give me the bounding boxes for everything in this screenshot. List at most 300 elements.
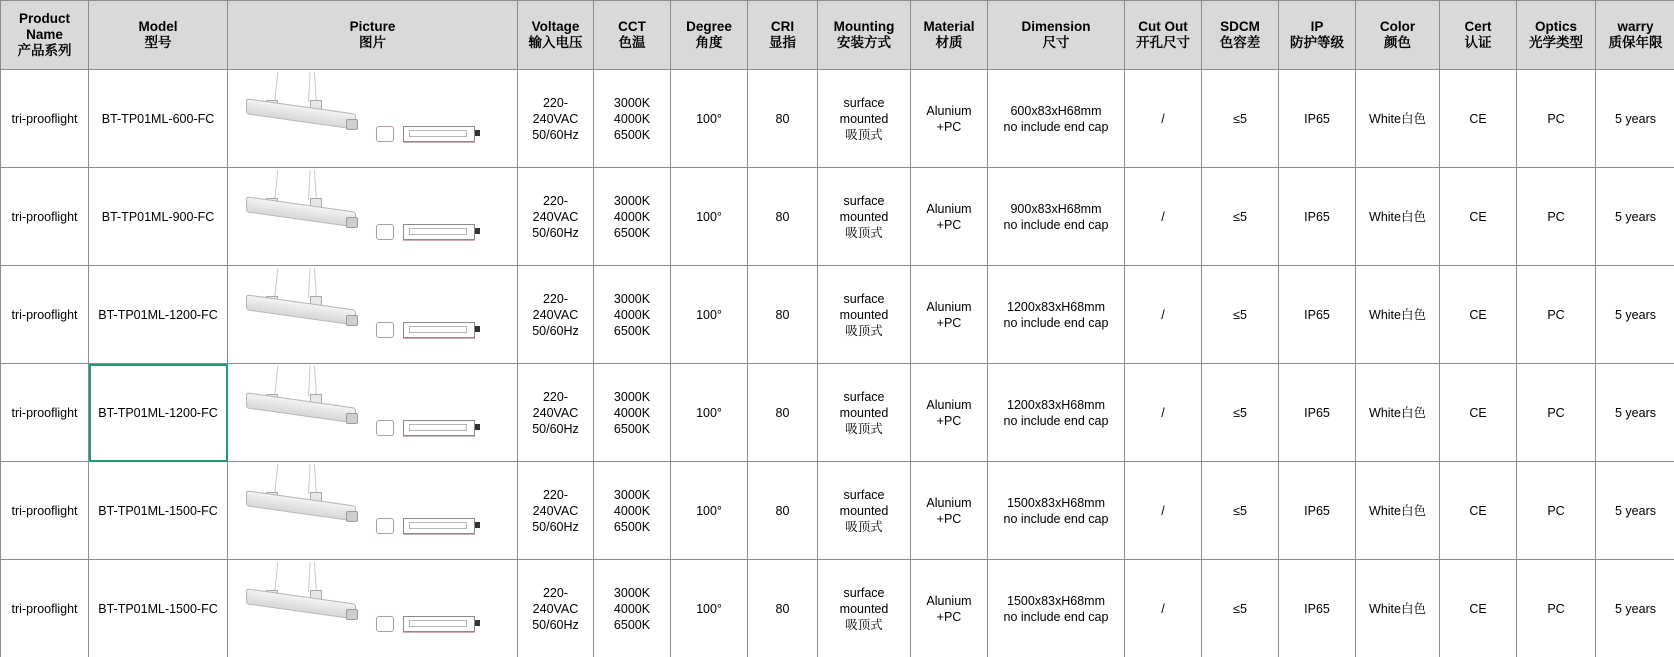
column-header-optics[interactable]	[1517, 1, 1596, 70]
cell-voltage[interactable]	[518, 364, 594, 462]
cell-text-line: 240VAC	[532, 307, 579, 322]
cell-text-line: no include end cap	[1003, 217, 1109, 232]
cell-material[interactable]	[911, 266, 988, 364]
cell-optics[interactable]	[1517, 266, 1596, 364]
cell-text-line: surface	[843, 95, 885, 110]
cell-text: /	[1161, 307, 1165, 322]
column-header-label-zh: 材质	[935, 35, 963, 50]
cell-ip[interactable]	[1279, 266, 1356, 364]
cell-text: PC	[1547, 503, 1565, 518]
cell-material[interactable]	[911, 560, 988, 657]
cell-text-line: 900x83xH68mm	[1010, 201, 1102, 216]
cell-product[interactable]	[1, 364, 89, 462]
cell-text-line: 240VAC	[532, 601, 579, 616]
column-header-product-name[interactable]	[1, 1, 89, 70]
cell-text: CE	[1469, 209, 1487, 224]
cell-text-line: Alunium	[926, 299, 972, 314]
cell-voltage[interactable]	[518, 560, 594, 657]
tri-proof-light-image	[246, 72, 356, 160]
cell-warranty[interactable]	[1596, 560, 1674, 657]
column-header-label: warry	[1617, 19, 1654, 34]
column-header-label-zh: 质保年限	[1608, 35, 1663, 50]
cell-text-line: 240VAC	[532, 405, 579, 420]
column-header-cert[interactable]	[1440, 1, 1517, 70]
cell-color[interactable]	[1356, 168, 1440, 266]
product-photo	[230, 168, 515, 265]
cell-text-line: 6500K	[613, 421, 651, 436]
cell-product[interactable]	[1, 266, 89, 364]
cell-text: IP65	[1304, 111, 1330, 126]
dimension-drawing-image	[376, 514, 482, 538]
cell-cutout[interactable]	[1125, 266, 1202, 364]
tri-proof-light-image	[246, 366, 356, 454]
cell-text-line: 4000K	[613, 601, 651, 616]
cell-text-line: 4000K	[613, 307, 651, 322]
column-header-label-zh: 认证	[1464, 35, 1492, 50]
cell-dimension[interactable]	[988, 266, 1125, 364]
column-header-cut-out[interactable]	[1125, 1, 1202, 70]
cell-text-line: 6500K	[613, 323, 651, 338]
cell-text: tri-prooflight	[11, 209, 78, 224]
cell-text: White白色	[1369, 111, 1426, 126]
column-header-label: Cut Out	[1138, 19, 1188, 34]
cell-product[interactable]	[1, 560, 89, 657]
cell-text: tri-prooflight	[11, 503, 78, 518]
cell-text: CE	[1469, 405, 1487, 420]
cell-text-line: +PC	[936, 119, 962, 134]
cell-text: BT-TP01ML-900-FC	[101, 209, 215, 224]
cell-text-line: +PC	[936, 511, 962, 526]
column-header-color[interactable]	[1356, 1, 1440, 70]
cell-cri[interactable]	[748, 462, 818, 560]
cell-model[interactable]	[89, 560, 228, 657]
cell-optics[interactable]	[1517, 560, 1596, 657]
cell-ip[interactable]	[1279, 462, 1356, 560]
cell-dimension[interactable]	[988, 462, 1125, 560]
cell-text-line: surface	[843, 389, 885, 404]
cell-model[interactable]	[89, 168, 228, 266]
cell-cutout[interactable]	[1125, 560, 1202, 657]
cell-text-line: surface	[843, 291, 885, 306]
cell-text: 5 years	[1615, 209, 1656, 224]
cell-degree[interactable]	[671, 168, 748, 266]
cell-text-line: 240VAC	[532, 111, 579, 126]
cell-mounting[interactable]	[818, 364, 911, 462]
cell-text: CE	[1469, 601, 1487, 616]
column-header-label-zh: 图片	[359, 35, 386, 50]
cell-degree[interactable]	[671, 560, 748, 657]
cell-text-line: Alunium	[926, 103, 972, 118]
cell-sdcm[interactable]	[1202, 266, 1279, 364]
cell-text-line: no include end cap	[1003, 315, 1109, 330]
cell-warranty[interactable]	[1596, 168, 1674, 266]
cell-text-line: Alunium	[926, 593, 972, 608]
table-row	[1, 168, 1674, 266]
cell-text: 5 years	[1615, 405, 1656, 420]
cell-dimension[interactable]	[988, 168, 1125, 266]
cell-text: 80	[775, 307, 790, 322]
cell-text: PC	[1547, 307, 1565, 322]
cell-color[interactable]	[1356, 70, 1440, 168]
cell-text: CE	[1469, 307, 1487, 322]
cell-sdcm[interactable]	[1202, 168, 1279, 266]
cell-text: PC	[1547, 601, 1565, 616]
column-header-label: IP	[1310, 19, 1324, 34]
cell-text-line: Alunium	[926, 397, 972, 412]
cell-text: BT-TP01ML-1200-FC	[98, 307, 218, 322]
cell-sdcm[interactable]	[1202, 70, 1279, 168]
cell-product[interactable]	[1, 168, 89, 266]
cell-text: PC	[1547, 405, 1565, 420]
cell-ip[interactable]	[1279, 70, 1356, 168]
cell-cert[interactable]	[1440, 560, 1517, 657]
cell-text-line: 4000K	[613, 503, 651, 518]
cell-product[interactable]	[1, 462, 89, 560]
cell-text: IP65	[1304, 209, 1330, 224]
cell-material[interactable]	[911, 462, 988, 560]
column-header-cct[interactable]	[594, 1, 671, 70]
cell-text: BT-TP01ML-1500-FC	[98, 601, 218, 616]
cell-dimension[interactable]	[988, 560, 1125, 657]
header-row	[1, 1, 1674, 70]
cell-text: ≤5	[1233, 503, 1247, 518]
cell-text: 5 years	[1615, 601, 1656, 616]
cell-text: White白色	[1369, 601, 1426, 616]
cell-picture[interactable]	[228, 266, 518, 364]
column-header-label-zh: 型号	[144, 35, 172, 50]
column-header-warranty[interactable]	[1596, 1, 1674, 70]
cell-mounting[interactable]	[818, 168, 911, 266]
column-header-label: Mounting	[833, 19, 895, 34]
cell-text: 5 years	[1615, 111, 1656, 126]
cell-voltage[interactable]	[518, 462, 594, 560]
product-photo	[230, 266, 515, 363]
product-photo	[230, 364, 515, 461]
cell-optics[interactable]	[1517, 462, 1596, 560]
cell-text: BT-TP01ML-600-FC	[101, 111, 215, 126]
cell-text-line: 600x83xH68mm	[1010, 103, 1102, 118]
cell-picture[interactable]	[228, 168, 518, 266]
cell-text-line: 50/60Hz	[532, 323, 579, 338]
column-header-label: Degree	[686, 19, 732, 34]
cell-model-selected[interactable]	[89, 364, 228, 462]
cell-text-line: 吸顶式	[845, 519, 883, 534]
cell-text-line: mounted	[839, 307, 889, 322]
cell-text-line: 3000K	[613, 389, 651, 404]
cell-text-line: no include end cap	[1003, 511, 1109, 526]
cell-ip[interactable]	[1279, 168, 1356, 266]
cell-cutout[interactable]	[1125, 70, 1202, 168]
cell-color[interactable]	[1356, 560, 1440, 657]
column-header-label: Material	[923, 19, 975, 34]
column-header-sdcm[interactable]	[1202, 1, 1279, 70]
cell-cri[interactable]	[748, 364, 818, 462]
table-row	[1, 462, 1674, 560]
cell-text-line: 50/60Hz	[532, 127, 579, 142]
column-header-label: Optics	[1534, 19, 1577, 34]
cell-text: 5 years	[1615, 307, 1656, 322]
cell-text: /	[1161, 503, 1165, 518]
cell-text-line: 吸顶式	[845, 421, 883, 436]
cell-text: 80	[775, 601, 790, 616]
cell-cert[interactable]	[1440, 364, 1517, 462]
cell-text: 100°	[696, 209, 722, 224]
column-header-degree[interactable]	[671, 1, 748, 70]
cell-mounting[interactable]	[818, 70, 911, 168]
dimension-drawing-image	[376, 318, 482, 342]
cell-text: IP65	[1304, 307, 1330, 322]
cell-text-line: +PC	[936, 315, 962, 330]
cell-text-line: +PC	[936, 217, 962, 232]
cell-text-line: 220-	[542, 193, 569, 208]
cell-text: ≤5	[1233, 111, 1247, 126]
cell-text: IP65	[1304, 503, 1330, 518]
cell-text: 100°	[696, 307, 722, 322]
product-photo	[230, 70, 515, 167]
dimension-drawing-image	[376, 122, 482, 146]
cell-color[interactable]	[1356, 364, 1440, 462]
cell-text: /	[1161, 601, 1165, 616]
cell-text-line: Alunium	[926, 495, 972, 510]
cell-voltage[interactable]	[518, 266, 594, 364]
column-header-label-zh: 色温	[618, 35, 646, 50]
cell-material[interactable]	[911, 168, 988, 266]
cell-text: BT-TP01ML-1500-FC	[98, 503, 218, 518]
cell-text-line: surface	[843, 193, 885, 208]
cell-text: ≤5	[1233, 601, 1247, 616]
cell-material[interactable]	[911, 70, 988, 168]
cell-degree[interactable]	[671, 266, 748, 364]
column-header-label: Color	[1379, 19, 1416, 34]
cell-text-line: mounted	[839, 111, 889, 126]
cell-cri[interactable]	[748, 168, 818, 266]
cell-text-line: 4000K	[613, 111, 651, 126]
table-body	[1, 70, 1674, 657]
cell-text: White白色	[1369, 209, 1426, 224]
cell-cert[interactable]	[1440, 70, 1517, 168]
cell-degree[interactable]	[671, 70, 748, 168]
column-header-label-zh: 输入电压	[528, 35, 583, 50]
column-header-label: CCT	[618, 19, 646, 34]
cell-text-line: Alunium	[926, 201, 972, 216]
cell-text: IP65	[1304, 405, 1330, 420]
table-row	[1, 364, 1674, 462]
cell-optics[interactable]	[1517, 364, 1596, 462]
cell-sdcm[interactable]	[1202, 364, 1279, 462]
column-header-mounting[interactable]	[818, 1, 911, 70]
cell-text: White白色	[1369, 503, 1426, 518]
column-header-dimension[interactable]	[988, 1, 1125, 70]
cell-picture[interactable]	[228, 70, 518, 168]
cell-text-line: 50/60Hz	[532, 519, 579, 534]
cell-text-line: 3000K	[613, 193, 651, 208]
cell-text: 80	[775, 209, 790, 224]
cell-text: ≤5	[1233, 307, 1247, 322]
cell-text: 80	[775, 111, 790, 126]
cell-text-line: 3000K	[613, 291, 651, 306]
cell-text: 80	[775, 405, 790, 420]
cell-text-line: 50/60Hz	[532, 421, 579, 436]
cell-text-line: 4000K	[613, 209, 651, 224]
cell-warranty[interactable]	[1596, 70, 1674, 168]
cell-text-line: 3000K	[613, 95, 651, 110]
table-row	[1, 560, 1674, 657]
cell-cutout[interactable]	[1125, 168, 1202, 266]
cell-model[interactable]	[89, 70, 228, 168]
cell-cct[interactable]	[594, 462, 671, 560]
cell-cert[interactable]	[1440, 266, 1517, 364]
column-header-picture[interactable]	[228, 1, 518, 70]
column-header-ip[interactable]	[1279, 1, 1356, 70]
cell-cert[interactable]	[1440, 462, 1517, 560]
cell-text: CE	[1469, 503, 1487, 518]
tri-proof-light-image	[246, 562, 356, 650]
cell-cct[interactable]	[594, 70, 671, 168]
cell-text-line: no include end cap	[1003, 413, 1109, 428]
cell-text-line: mounted	[839, 503, 889, 518]
cell-text-line: mounted	[839, 209, 889, 224]
cell-text: ≤5	[1233, 405, 1247, 420]
cell-text-line: 3000K	[613, 487, 651, 502]
cell-ip[interactable]	[1279, 364, 1356, 462]
cell-degree[interactable]	[671, 462, 748, 560]
cell-degree[interactable]	[671, 364, 748, 462]
cell-text-line: 220-	[542, 95, 569, 110]
column-header-label: Model	[138, 19, 178, 34]
column-header-label: Voltage	[531, 19, 580, 34]
cell-warranty[interactable]	[1596, 462, 1674, 560]
cell-text: White白色	[1369, 307, 1426, 322]
cell-ip[interactable]	[1279, 560, 1356, 657]
cell-text: 100°	[696, 601, 722, 616]
cell-text: ≤5	[1233, 209, 1247, 224]
cell-text: BT-TP01ML-1200-FC	[98, 405, 218, 420]
cell-picture[interactable]	[228, 560, 518, 657]
cell-picture[interactable]	[228, 462, 518, 560]
cell-material[interactable]	[911, 364, 988, 462]
column-header-voltage[interactable]	[518, 1, 594, 70]
cell-text-line: mounted	[839, 405, 889, 420]
cell-sdcm[interactable]	[1202, 462, 1279, 560]
dimension-drawing-image	[376, 612, 482, 636]
cell-text: White白色	[1369, 405, 1426, 420]
cell-cutout[interactable]	[1125, 364, 1202, 462]
cell-text-line: 220-	[542, 389, 569, 404]
cell-product[interactable]	[1, 70, 89, 168]
cell-text: CE	[1469, 111, 1487, 126]
cell-text-line: 50/60Hz	[532, 617, 579, 632]
cell-text-line: 1500x83xH68mm	[1007, 593, 1105, 608]
cell-voltage[interactable]	[518, 70, 594, 168]
cell-text: tri-prooflight	[11, 601, 78, 616]
cell-color[interactable]	[1356, 266, 1440, 364]
cell-text: PC	[1547, 111, 1565, 126]
cell-text-line: +PC	[936, 609, 962, 624]
cell-cri[interactable]	[748, 266, 818, 364]
cell-text: 80	[775, 503, 790, 518]
tri-proof-light-image	[246, 464, 356, 552]
cell-cert[interactable]	[1440, 168, 1517, 266]
cell-cct[interactable]	[594, 560, 671, 657]
column-header-label-zh: 防护等级	[1290, 35, 1344, 50]
cell-cct[interactable]	[594, 168, 671, 266]
cell-text: /	[1161, 405, 1165, 420]
cell-text-line: 1500x83xH68mm	[1007, 495, 1105, 510]
column-header-label-zh: 色容差	[1219, 35, 1261, 50]
column-header-model[interactable]	[89, 1, 228, 70]
cell-dimension[interactable]	[988, 364, 1125, 462]
product-photo	[230, 462, 515, 559]
cell-text-line: 6500K	[613, 127, 651, 142]
cell-mounting[interactable]	[818, 462, 911, 560]
cell-dimension[interactable]	[988, 70, 1125, 168]
cell-text-line: 220-	[542, 487, 569, 502]
cell-text-line: 1200x83xH68mm	[1007, 397, 1105, 412]
column-header-label: Product Name	[18, 11, 70, 42]
cell-model[interactable]	[89, 266, 228, 364]
cell-optics[interactable]	[1517, 168, 1596, 266]
table-row	[1, 70, 1674, 168]
cell-text-line: 6500K	[613, 617, 651, 632]
cell-warranty[interactable]	[1596, 364, 1674, 462]
cell-text-line: 吸顶式	[845, 617, 883, 632]
cell-text-line: no include end cap	[1003, 119, 1109, 134]
column-header-material[interactable]	[911, 1, 988, 70]
cell-optics[interactable]	[1517, 70, 1596, 168]
column-header-label-zh: 开孔尺寸	[1136, 35, 1190, 50]
cell-text: tri-prooflight	[11, 405, 78, 420]
cell-sdcm[interactable]	[1202, 560, 1279, 657]
tri-proof-light-image	[246, 170, 356, 258]
cell-text: 100°	[696, 111, 722, 126]
column-header-label-zh: 光学类型	[1529, 35, 1583, 50]
cell-voltage[interactable]	[518, 168, 594, 266]
cell-text-line: mounted	[839, 601, 889, 616]
cell-text-line: 4000K	[613, 405, 651, 420]
column-header-label-zh: 显指	[769, 35, 796, 50]
cell-model[interactable]	[89, 462, 228, 560]
cell-text: tri-prooflight	[11, 307, 78, 322]
cell-text-line: 吸顶式	[845, 127, 883, 142]
cell-cri[interactable]	[748, 560, 818, 657]
cell-picture[interactable]	[228, 364, 518, 462]
column-header-label-zh: 安装方式	[837, 35, 891, 50]
cell-mounting[interactable]	[818, 560, 911, 657]
column-header-cri[interactable]	[748, 1, 818, 70]
cell-text: PC	[1547, 209, 1565, 224]
cell-text-line: 50/60Hz	[532, 225, 579, 240]
dimension-drawing-image	[376, 416, 482, 440]
cell-text-line: surface	[843, 585, 885, 600]
cell-color[interactable]	[1356, 462, 1440, 560]
cell-cutout[interactable]	[1125, 462, 1202, 560]
cell-text: tri-prooflight	[11, 111, 78, 126]
cell-text-line: 3000K	[613, 585, 651, 600]
cell-text-line: 6500K	[613, 225, 651, 240]
column-header-label: Picture	[349, 19, 396, 34]
column-header-label-zh: 角度	[695, 35, 723, 50]
cell-cct[interactable]	[594, 364, 671, 462]
cell-cri[interactable]	[748, 70, 818, 168]
cell-text: 5 years	[1615, 503, 1656, 518]
cell-text: 100°	[696, 405, 722, 420]
cell-text: /	[1161, 111, 1165, 126]
cell-warranty[interactable]	[1596, 266, 1674, 364]
cell-text: IP65	[1304, 601, 1330, 616]
table-row	[1, 266, 1674, 364]
cell-mounting[interactable]	[818, 266, 911, 364]
cell-cct[interactable]	[594, 266, 671, 364]
